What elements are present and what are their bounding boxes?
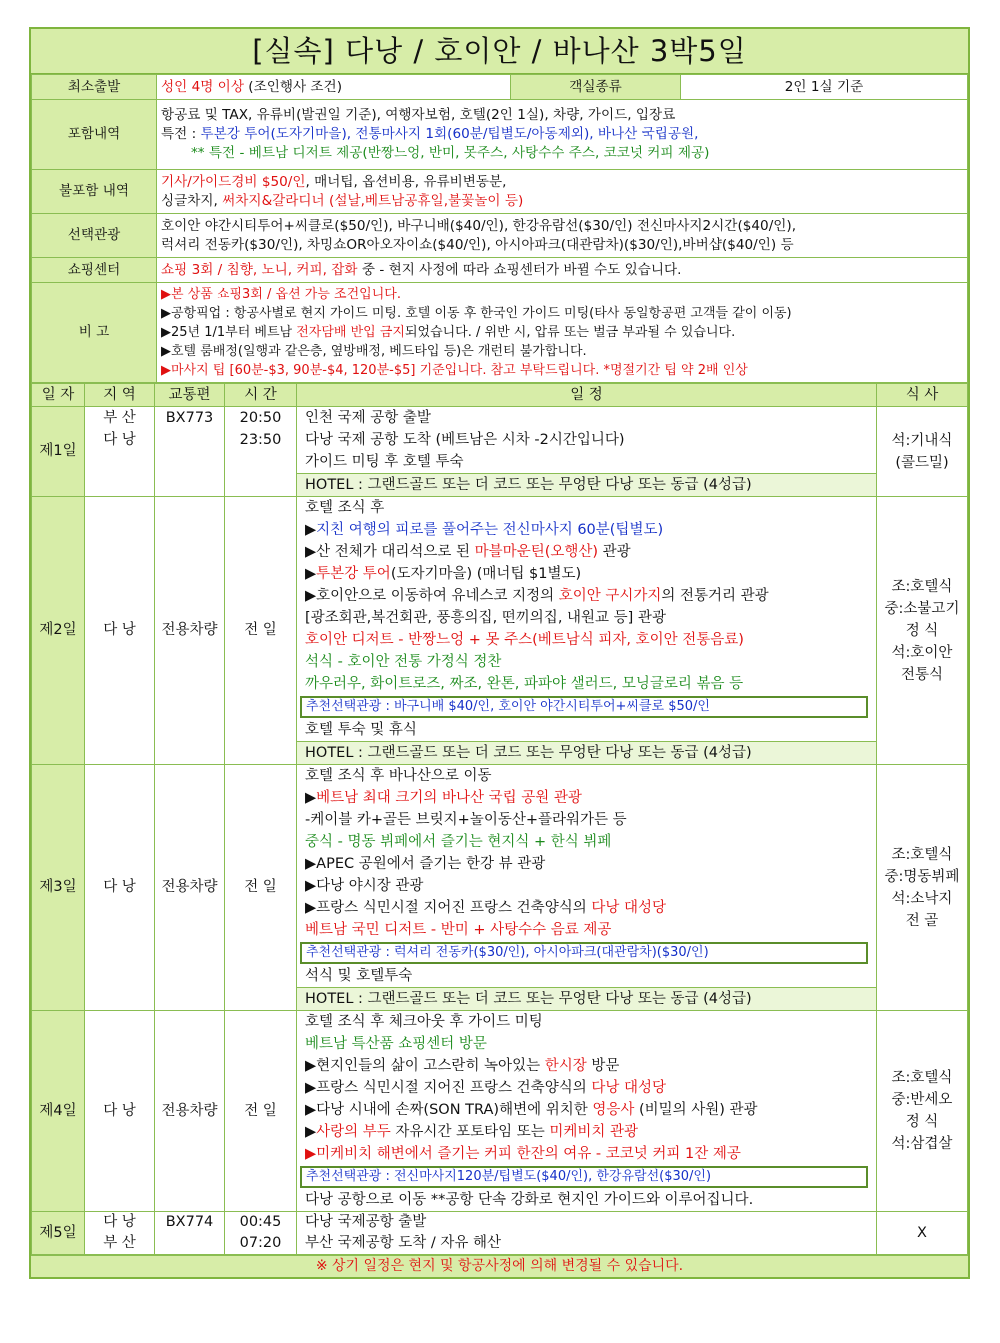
footer-notice: ※ 상기 일정은 현지 및 항공사정에 의해 변경될 수 있습니다. [31,1255,968,1277]
day2-time: 전 일 [225,497,297,765]
day5-row [32,1212,968,1255]
day3-hotel: HOTEL : 그랜드골드 또는 더 코드 또는 무엉탄 다낭 또는 동급 (4성급) [297,987,876,1010]
schedule-table [31,383,968,1255]
header-region: 지 역 [85,384,155,407]
day3-meal: 조:호텔식 중:명동뷔페 석:소낙지 전 골 [877,765,968,1011]
day1-meal: 석:기내식 (콜드밀) [877,407,968,497]
day4-recommended-options: 추천선택관광 : 전신마사지120분/팁별도($40/인), 한강유람선($30/인) [300,1166,868,1188]
itinerary-sheet [29,27,970,1279]
day2-label: 제2일 [32,497,85,765]
day1-region: 부 산 다 낭 [85,407,155,497]
header-meal: 식 사 [877,384,968,407]
day4-schedule: 호텔 조식 후 체크아웃 후 가이드 미팅 베트남 특산품 쇼핑센터 방문 ▶현지인들의 삶이 고스란히 녹아있는 한시장 방문 ▶프랑스 식민시절 지어진 프랑스 건축양식의 다낭 대성당 ▶다낭 시내에 손짜(SON TRA)해변에 위치한 영응사 (비밀의 사원) 관광 ▶사랑의 부두 자유시간 포토타임 또는 미케비치 관광 ▶미케비치 해변에서 즐기는 커피 한잔의 여유 - 코코넛 커피 1잔 제공 추천선택관광 : 전신마사지120분/팁별도($40/인), 한강유람선($30/인) 다낭 공항으로 이동 **공항 단속 강화로 현지인 가이드와 이루어집니다. [297,1011,877,1212]
day5-meal: X [877,1212,968,1255]
day1-hotel: HOTEL : 그랜드골드 또는 더 코드 또는 무엉탄 다낭 또는 동급 (4성급) [297,473,876,496]
min-departure-label: 최소출발 [32,75,157,100]
day3-schedule: 호텔 조식 후 바나산으로 이동 ▶베트남 최대 크기의 바나산 국립 공원 관광 -케이블 카+골든 브릿지+놀이동산+플라워가든 등 중식 - 명동 뷔페에서 즐기는 현지식 + 한식 뷔페 ▶APEC 공원에서 즐기는 한강 뷰 관광 ▶다낭 야시장 관광 ▶프랑스 식민시절 지어진 프랑스 건축양식의 다낭 대성당 베트남 국민 디저트 - 반미 + 사탕수수 음료 제공 추천선택관광 : 럭셔리 전동카($30/인), 아시아파크(대관람차)($30/인) 석식 및 호텔투숙 HOTEL : 그랜드골드 또는 더 코드 또는 무엉탄 다낭 또는 동급 (4성급) [297,765,877,1011]
header-time: 시 간 [225,384,297,407]
info-table [31,74,968,383]
day5-region: 다 낭 부 산 [85,1212,155,1255]
day2-recommended-options: 추천선택관광 : 바구니배 $40/인, 호이안 야간시티투어+씨클로 $50/인 [300,696,868,718]
day4-transport: 전용차량 [155,1011,225,1212]
optional-tour-label: 선택관광 [32,214,157,258]
day1-schedule: 인천 국제 공항 출발 다낭 국제 공항 도착 (베트남은 시차 -2시간입니다) 가이드 미팅 후 호텔 투숙 HOTEL : 그랜드골드 또는 더 코드 또는 무엉탄 다낭 또는 동급 (4성급) [297,407,877,497]
excluded-label: 불포함 내역 [32,170,157,214]
day2-schedule: 호텔 조식 후 ▶지친 여행의 피로를 풀어주는 전신마사지 60분(팁별도) ▶산 전체가 대리석으로 된 마블마운틴(오행산) 관광 ▶투본강 투어(도자기마을) (매너팁 $1별도) ▶호이안으로 이동하여 유네스코 지정의 호이안 구시가지의 전통거리 관광 [광조회관,복건회관, 풍흥의집, 떤끼의집, 내원교 등] 관광 호이안 디저트 - 반짱느엉 + 못 주스(베트남식 피자, 호이안 전통음료) 석식 - 호이안 전통 가정식 정찬 까우러우, 화이트로즈, 짜조, 완톤, 파파야 샐러드, 모닝글로리 볶음 등 추천선택관광 : 바구니배 $40/인, 호이안 야간시티투어+씨클로 $50/인 호텔 투숙 및 휴식 HOTEL : 그랜드골드 또는 더 코드 또는 무엉탄 다낭 또는 동급 (4성급) [297,497,877,765]
room-type-value: 2인 1실 기준 [681,75,968,100]
day1-row [32,407,968,497]
day1-label: 제1일 [32,407,85,497]
day1-time: 20:50 23:50 [225,407,297,497]
included-value: 항공료 및 TAX, 유류비(발권일 기준), 여행자보험, 호텔(2인 1실), 차량, 가이드, 입장료 특전 : 투본강 투어(도자기마을), 전통마사지 1회(60분/팁별도/아동제외), 바나산 국립공원, ** 특전 - 베트남 디저트 제공(반짱느엉, 반미, 못주스, 사탕수수 주스, 코코넛 커피 제공) [157,100,968,170]
day5-time: 00:45 07:20 [225,1212,297,1255]
header-transport: 교통편 [155,384,225,407]
day3-transport: 전용차량 [155,765,225,1011]
day3-region: 다 낭 [85,765,155,1011]
page-title: [실속] 다낭 / 호이안 / 바나산 3박5일 [31,29,968,74]
day3-time: 전 일 [225,765,297,1011]
day4-time: 전 일 [225,1011,297,1212]
shopping-label: 쇼핑센터 [32,258,157,283]
day3-label: 제3일 [32,765,85,1011]
min-departure-value: 성인 4명 이상 (조인행사 조건) [157,75,511,100]
day2-row [32,497,968,765]
day4-meal: 조:호텔식 중:반세오 정 식 석:삼겹살 [877,1011,968,1212]
day5-label: 제5일 [32,1212,85,1255]
header-schedule: 일 정 [297,384,877,407]
day5-flight: BX774 [155,1212,225,1255]
day2-region: 다 낭 [85,497,155,765]
remarks-label: 비 고 [32,283,157,383]
day4-label: 제4일 [32,1011,85,1212]
day1-flight: BX773 [155,407,225,497]
included-label: 포함내역 [32,100,157,170]
shopping-value: 쇼핑 3회 / 침향, 노니, 커피, 잡화 중 - 현지 사정에 따라 쇼핑센터가 바뀔 수도 있습니다. [157,258,968,283]
room-type-label: 객실종류 [511,75,681,100]
remarks-value: ▶본 상품 쇼핑3회 / 옵션 가능 조건입니다. ▶공항픽업 : 항공사별로 현지 가이드 미팅. 호텔 이동 후 한국인 가이드 미팅(타사 동일항공편 고객들 같이 이동) ▶25년 1/1부터 베트남 전자담배 반입 금지되었습니다. / 위반 시, 압류 또는 벌금 부과될 수 있습니다. ▶호텔 룸배정(일행과 같은층, 옆방배정, 베드타입 등)은 개런티 불가합니다. ▶마사지 팁 [60분-$3, 90분-$4, 120분-$5] 기준입니다. 참고 부탁드립니다. *명절기간 팁 약 2배 인상 [157,283,968,383]
day2-transport: 전용차량 [155,497,225,765]
day4-row [32,1011,968,1212]
day2-hotel: HOTEL : 그랜드골드 또는 더 코드 또는 무엉탄 다낭 또는 동급 (4성급) [297,741,876,764]
day4-region: 다 낭 [85,1011,155,1212]
header-day: 일 자 [32,384,85,407]
day3-recommended-options: 추천선택관광 : 럭셔리 전동카($30/인), 아시아파크(대관람차)($30/인) [300,942,868,964]
day2-meal: 조:호텔식 중:소불고기 정 식 석:호이안 전통식 [877,497,968,765]
day3-row [32,765,968,1011]
optional-tour-value: 호이안 야간시티투어+씨클로($50/인), 바구니배($40/인), 한강유람선($30/인) 전신마사지2시간($40/인), 럭셔리 전동카($30/인), 차밍쇼OR아오자이쇼($40/인), 아시아파크(대관람차)($30/인),바버샵($40/인) 등 [157,214,968,258]
day5-schedule: 다낭 국제공항 출발 부산 국제공항 도착 / 자유 해산 [297,1212,877,1255]
excluded-value: 기사/가이드경비 $50/인, 매너팁, 옵션비용, 유류비변동분, 싱글차지, 써차지&갈라디너 (설날,베트남공휴일,불꽃놀이 등) [157,170,968,214]
